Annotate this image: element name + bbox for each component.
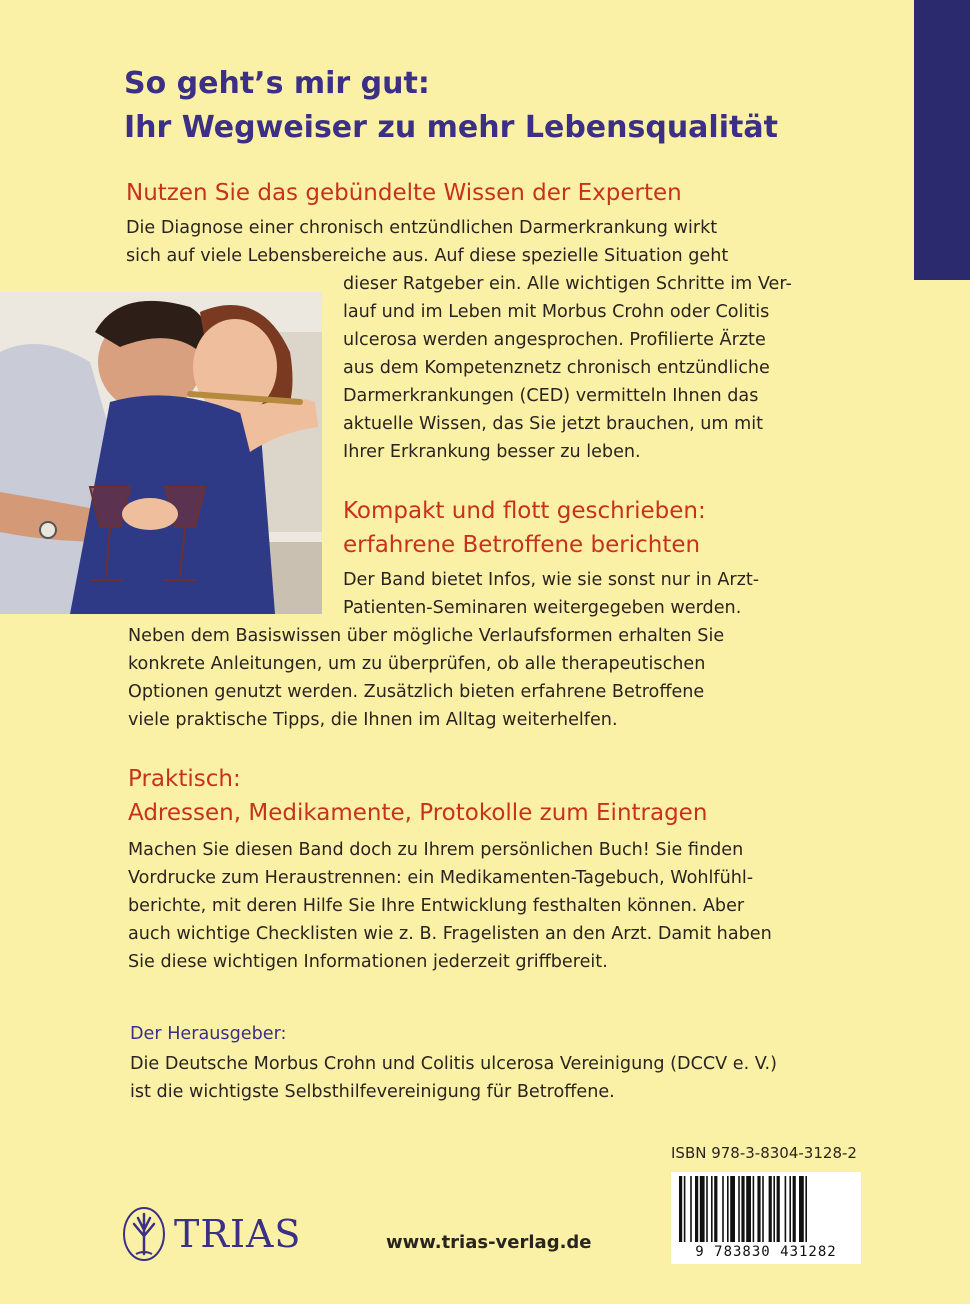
section-1-line: ulcerosa werden angesprochen. Profilierte Ärzte: [343, 330, 766, 350]
barcode-bar: [762, 1176, 764, 1242]
logo-text: TRIAS: [174, 1212, 302, 1256]
barcode-bar: [727, 1176, 729, 1242]
section-1-line: lauf und im Leben mit Morbus Crohn oder Colitis: [343, 302, 770, 322]
publisher-line: Die Deutsche Morbus Crohn und Colitis ulcerosa Vereinigung (DCCV e. V.): [130, 1054, 778, 1074]
barcode-bars: [671, 1176, 861, 1246]
section-1-line: aus dem Kompetenznetz chronisch entzündliche: [343, 358, 770, 378]
barcode-bar: [722, 1176, 724, 1242]
barcode-bar: [695, 1176, 698, 1242]
section-2-line: Neben dem Basiswissen über mögliche Verlaufsformen erhalten Sie: [128, 626, 725, 646]
barcode-bar: [711, 1176, 713, 1242]
trias-logo: [122, 1206, 301, 1262]
website-url[interactable]: www.trias-verlag.de: [386, 1232, 592, 1253]
barcode-bar: [700, 1176, 705, 1242]
barcode-bar: [799, 1176, 804, 1242]
barcode-bar: [753, 1176, 755, 1242]
headline-line-2: Ihr Wegweiser zu mehr Lebensqualität: [124, 110, 778, 145]
section-2-line: Patienten-Seminaren weitergegeben werden.: [343, 598, 742, 618]
section-1-line: aktuelle Wissen, das Sie jetzt brauchen, um mit: [343, 414, 764, 434]
barcode: [671, 1172, 861, 1264]
barcode-digits: 9 783830 431282: [695, 1244, 837, 1260]
barcode-bar: [757, 1176, 760, 1242]
accent-bar: [914, 0, 970, 280]
section-3-line: berichte, mit deren Hilfe Sie Ihre Entwicklung festhalten können. Aber: [128, 896, 745, 916]
section-3-title-line-2: Adressen, Medikamente, Protokolle zum Eintragen: [128, 800, 708, 826]
isbn-label: ISBN 978-3-8304-3128-2: [671, 1144, 857, 1162]
barcode-bar: [679, 1176, 682, 1242]
barcode-bar: [777, 1176, 780, 1242]
barcode-bar: [793, 1176, 796, 1242]
barcode-bar: [730, 1176, 735, 1242]
barcode-bar: [785, 1176, 787, 1242]
tree-logo-icon: [122, 1206, 166, 1262]
barcode-bar: [769, 1176, 772, 1242]
barcode-bar: [741, 1176, 744, 1242]
section-1-line: Die Diagnose einer chronisch entzündlichen Darmerkrankung wirkt: [126, 218, 718, 238]
section-3-line: Sie diese wichtigen Informationen jederzeit griffbereit.: [128, 952, 608, 972]
section-2-line: konkrete Anleitungen, um zu überprüfen, ob alle therapeutischen: [128, 654, 706, 674]
section-1-title: Nutzen Sie das gebündelte Wissen der Experten: [126, 180, 682, 206]
barcode-bar: [746, 1176, 751, 1242]
barcode-bar: [805, 1176, 807, 1242]
section-1-line: dieser Ratgeber ein. Alle wichtigen Schritte im Ver-: [343, 274, 792, 294]
barcode-bar: [773, 1176, 775, 1242]
barcode-bar: [789, 1176, 791, 1242]
publisher-line: ist die wichtigste Selbsthilfevereinigung für Betroffene.: [130, 1082, 615, 1102]
section-2-line: Der Band bietet Infos, wie sie sonst nur in Arzt-: [343, 570, 760, 590]
section-2-line: viele praktische Tipps, die Ihnen im Alltag weiterhelfen.: [128, 710, 618, 730]
couple-cooking-image: [0, 292, 322, 614]
section-1-line: Ihrer Erkrankung besser zu leben.: [343, 442, 641, 462]
publisher-title: Der Herausgeber:: [130, 1024, 287, 1044]
section-3-line: auch wichtige Checklisten wie z. B. Fragelisten an den Arzt. Damit haben: [128, 924, 772, 944]
section-3-title-line-1: Praktisch:: [128, 766, 241, 792]
barcode-bar: [714, 1176, 717, 1242]
barcode-bar: [684, 1176, 686, 1242]
barcode-bar: [690, 1176, 692, 1242]
barcode-bar: [738, 1176, 740, 1242]
section-2-line: Optionen genutzt werden. Zusätzlich bieten erfahrene Betroffene: [128, 682, 705, 702]
cover-photo: [0, 292, 322, 614]
section-2-title-line-2: erfahrene Betroffene berichten: [343, 532, 701, 558]
headline: [124, 62, 894, 150]
section-3-line: Machen Sie diesen Band doch zu Ihrem persönlichen Buch! Sie finden: [128, 840, 744, 860]
section-1-line: sich auf viele Lebensbereiche aus. Auf diese spezielle Situation geht: [126, 246, 729, 266]
headline-line-1: So geht’s mir gut:: [124, 66, 430, 101]
barcode-bar: [706, 1176, 708, 1242]
section-1-line: Darmerkrankungen (CED) vermitteln Ihnen das: [343, 386, 759, 406]
section-2-title-line-1: Kompakt und flott geschrieben:: [343, 498, 706, 524]
section-3-line: Vordrucke zum Heraustrennen: ein Medikamenten-Tagebuch, Wohlfühl-: [128, 868, 754, 888]
